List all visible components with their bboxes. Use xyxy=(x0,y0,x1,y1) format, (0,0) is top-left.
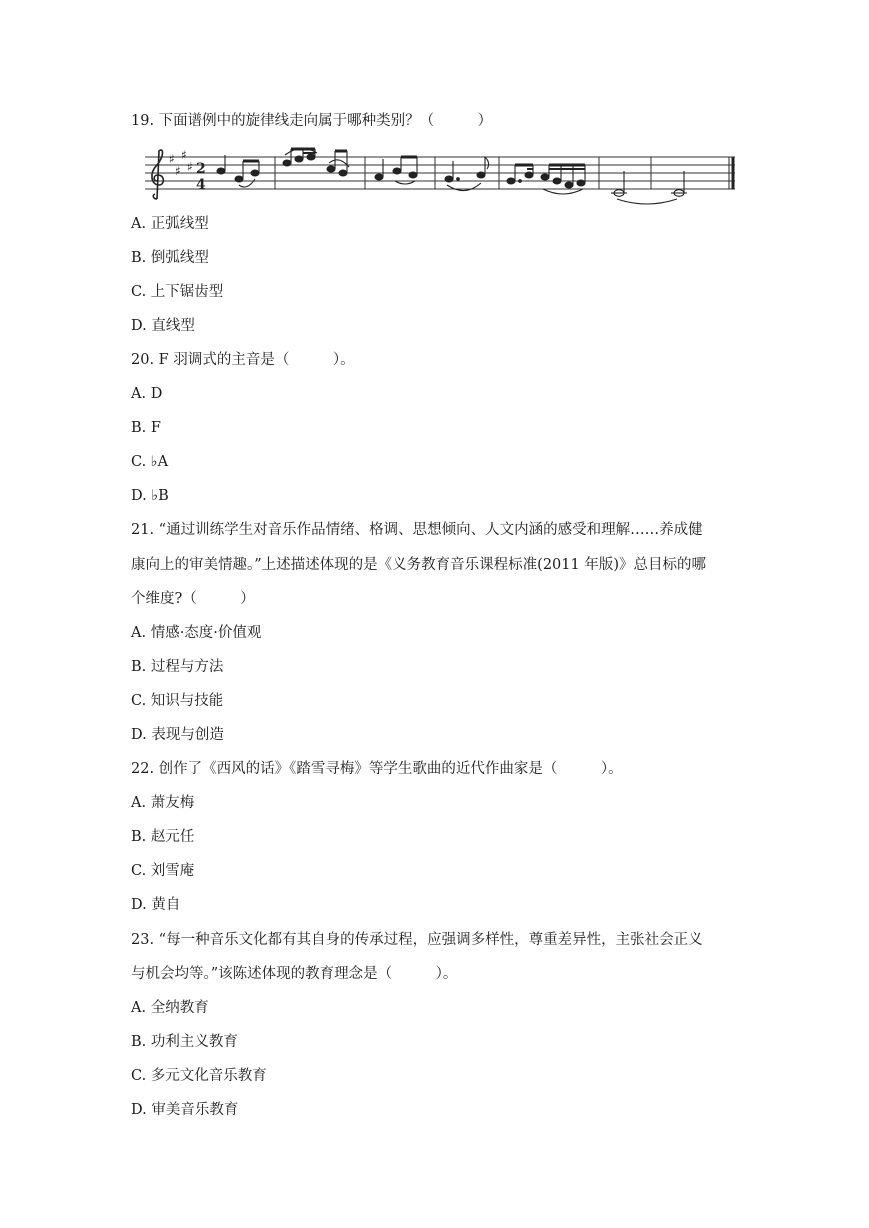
q20-option-b: B. F xyxy=(131,420,161,436)
q19-option-d: D. 直线型 xyxy=(131,318,195,334)
q22-option-b: B. 赵元任 xyxy=(131,829,195,845)
question-23-stem-line2: 与机会均等。”该陈述体现的教育理念是（ ）。 xyxy=(131,966,458,982)
q22-option-d: D. 黄自 xyxy=(131,897,181,913)
q21-option-a: A. 情感·态度·价值观 xyxy=(131,625,262,641)
q19-option-a: A. 正弧线型 xyxy=(131,216,209,232)
q20-option-a: A. D xyxy=(131,386,163,402)
question-20-stem: 20. F 羽调式的主音是（ ）。 xyxy=(131,352,355,368)
q22-option-c: C. 刘雪庵 xyxy=(131,863,195,879)
q23-option-a: A. 全纳教育 xyxy=(131,1000,209,1016)
music-score-excerpt xyxy=(143,145,737,205)
q21-option-c: C. 知识与技能 xyxy=(131,693,224,709)
q19-option-b: B. 倒弧线型 xyxy=(131,250,209,266)
question-21-stem-line1: 21. “通过训练学生对音乐作品情绪、格调、思想倾向、人文内涵的感受和理解……养成健 xyxy=(131,522,703,538)
svg-text:2: 2 xyxy=(196,161,206,177)
q20-option-c: C. ♭A xyxy=(131,454,169,470)
question-19-stem: 19. 下面谱例中的旋律线走向属于哪种类别？（ ） xyxy=(131,113,493,129)
svg-text:♯: ♯ xyxy=(169,152,175,166)
question-21-stem-line2: 康向上的审美情趣。”上述描述体现的是《义务教育音乐课程标准(2011 年版)》总目标的哪 xyxy=(131,557,706,573)
svg-text:♯: ♯ xyxy=(175,164,181,178)
svg-text:♯: ♯ xyxy=(181,148,187,162)
q21-option-d: D. 表现与创造 xyxy=(131,727,224,743)
q21-option-b: B. 过程与方法 xyxy=(131,659,224,675)
svg-text:4: 4 xyxy=(196,177,206,193)
q23-option-d: D. 审美音乐教育 xyxy=(131,1102,239,1118)
svg-text:♯: ♯ xyxy=(187,160,193,174)
q23-option-c: C. 多元文化音乐教育 xyxy=(131,1068,267,1084)
question-23-stem-line1: 23. “每一种音乐文化都有其自身的传承过程，应强调多样性，尊重差异性，主张社会正义 xyxy=(131,932,703,948)
q23-option-b: B. 功利主义教育 xyxy=(131,1034,238,1050)
q22-option-a: A. 萧友梅 xyxy=(131,795,195,811)
q19-option-c: C. 上下锯齿型 xyxy=(131,284,224,300)
question-21-stem-line3: 个维度?（ ） xyxy=(131,591,255,607)
q20-option-d: D. ♭B xyxy=(131,488,169,504)
question-22-stem: 22. 创作了《西风的话》《踏雪寻梅》等学生歌曲的近代作曲家是（ ）。 xyxy=(131,761,623,777)
